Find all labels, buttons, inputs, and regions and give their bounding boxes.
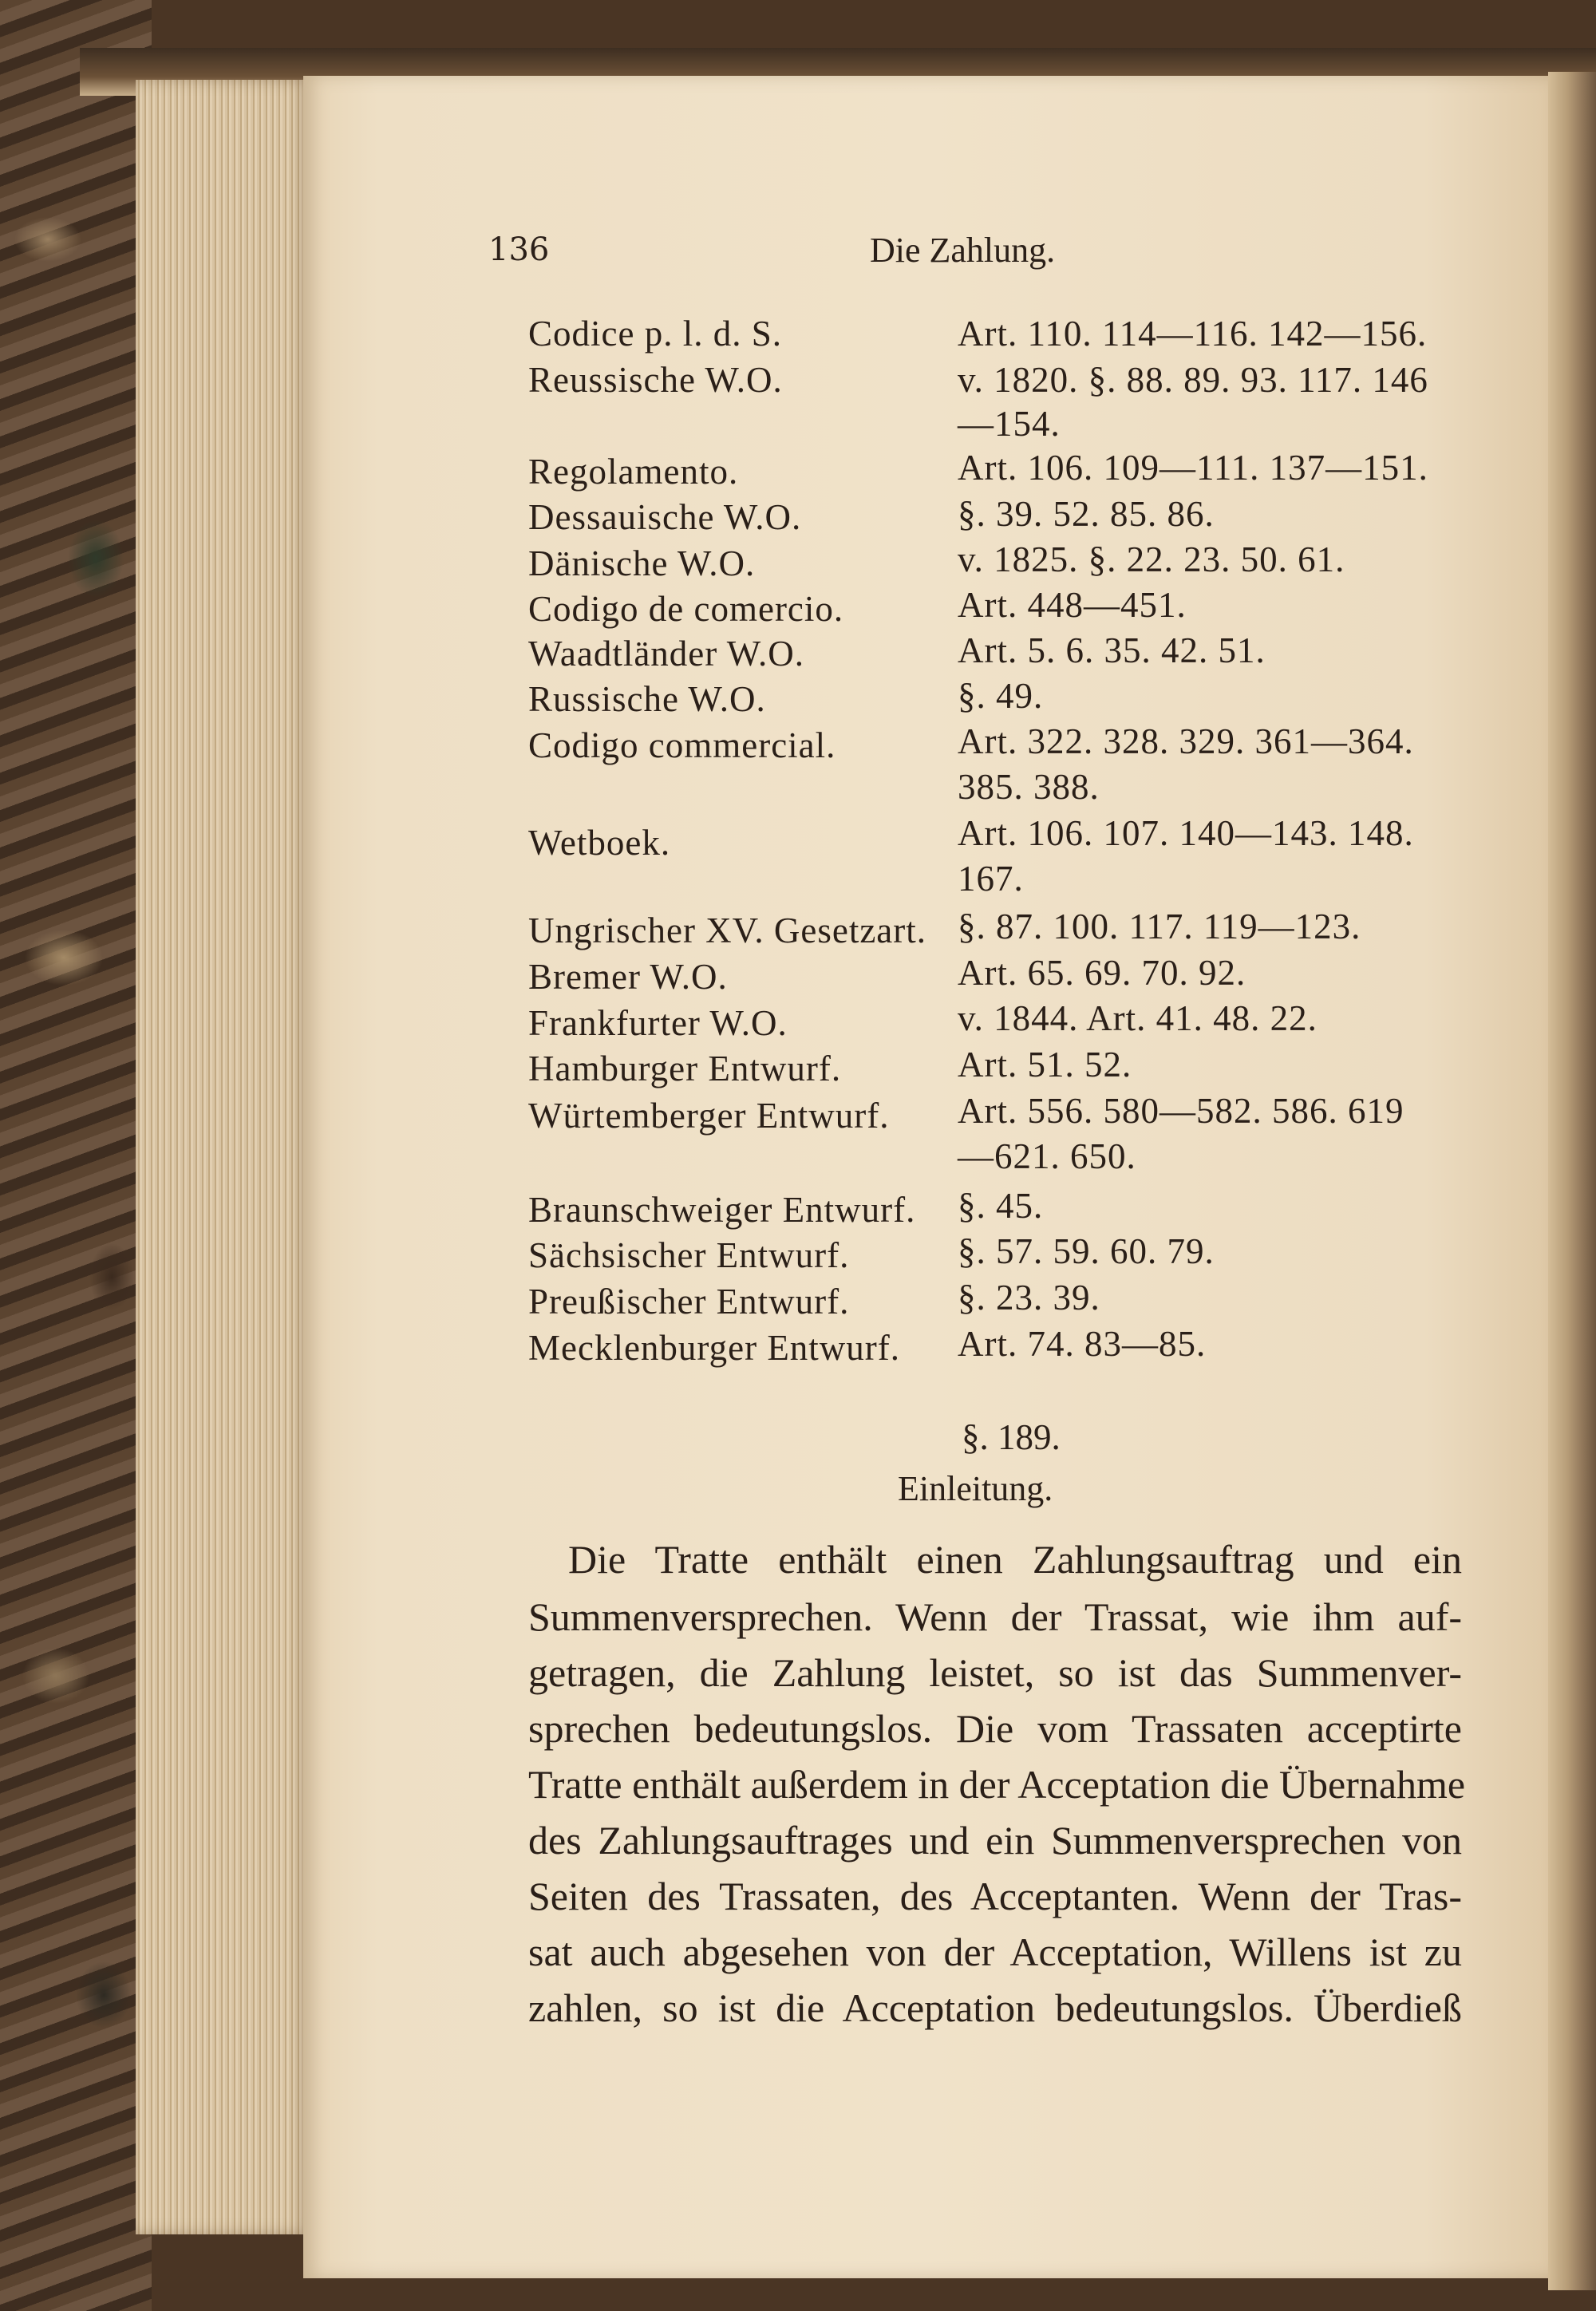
ref-citation: Art. 65. 69. 70. 92. — [958, 953, 1246, 993]
ref-name: Sächsischer Entwurf. — [528, 1235, 850, 1275]
running-head: Die Zahlung. — [870, 231, 1056, 270]
ref-citation: Art. 106. 107. 140—143. 148. — [958, 813, 1414, 853]
ref-name: Dessauische W.O. — [528, 497, 802, 537]
ref-name: Regolamento. — [528, 452, 739, 492]
ref-citation: v. 1820. §. 88. 89. 93. 117. 146 — [958, 360, 1428, 400]
body-line: zahlen, so ist die Acceptation bedeutungslos. Überdieß — [528, 1985, 1462, 2030]
facing-page-edge — [1548, 72, 1596, 2290]
ref-citation: §. 45. — [958, 1186, 1044, 1226]
ref-citation-continued: 385. 388. — [958, 767, 1100, 807]
ref-citation: Art. 5. 6. 35. 42. 51. — [958, 630, 1266, 670]
page-block-edges — [136, 80, 311, 2234]
body-line: Tratte enthält außerdem in der Acceptation die Übernahme — [528, 1762, 1466, 1807]
ref-citation: Art. 556. 580—582. 586. 619 — [958, 1091, 1404, 1131]
ref-name: Mecklenburger Entwurf. — [528, 1328, 901, 1368]
ref-citation: §. 49. — [958, 676, 1044, 716]
ref-name: Reussische W.O. — [528, 360, 783, 400]
ref-citation: Art. 106. 109—111. 137—151. — [958, 448, 1428, 488]
body-line: Seiten des Trassaten, des Acceptanten. Wenn der Tras- — [528, 1874, 1462, 1918]
ref-citation-continued: —154. — [958, 404, 1061, 444]
ref-name: Ungrischer XV. Gesetzart. — [528, 911, 927, 950]
ref-citation: v. 1844. Art. 41. 48. 22. — [958, 998, 1317, 1038]
ref-name: Würtemberger Entwurf. — [528, 1096, 890, 1136]
ref-citation: Art. 110. 114—116. 142—156. — [958, 314, 1428, 354]
ref-name: Waadtländer W.O. — [528, 634, 805, 674]
ref-name: Codigo de comercio. — [528, 589, 844, 629]
section-number: §. 189. — [962, 1417, 1061, 1457]
ref-citation: Art. 322. 328. 329. 361—364. — [958, 721, 1414, 761]
ref-citation: Art. 51. 52. — [958, 1045, 1132, 1084]
page-number: 136 — [488, 231, 550, 268]
ref-citation: §. 23. 39. — [958, 1278, 1100, 1317]
ref-name: Braunschweiger Entwurf. — [528, 1190, 916, 1230]
ref-name: Dänische W.O. — [528, 543, 756, 583]
body-line: des Zahlungsauftrages und ein Summenversprechen von — [528, 1818, 1462, 1863]
body-line: Summenversprechen. Wenn der Trassat, wie ihm auf- — [528, 1594, 1462, 1639]
ref-name: Bremer W.O. — [528, 957, 728, 997]
ref-citation: Art. 448—451. — [958, 585, 1187, 625]
ref-name: Codigo commercial. — [528, 725, 836, 765]
marbled-cover — [0, 0, 152, 2311]
ref-citation-continued: 167. — [958, 859, 1024, 899]
ref-citation: Art. 74. 83—85. — [958, 1324, 1207, 1364]
ref-citation: v. 1825. §. 22. 23. 50. 61. — [958, 539, 1345, 579]
ref-name: Preußischer Entwurf. — [528, 1282, 850, 1321]
ref-name: Wetboek. — [528, 823, 671, 863]
body-line: sat auch abgesehen von der Acceptation, Willens ist zu — [528, 1930, 1462, 1974]
ref-name: Codice p. l. d. S. — [528, 314, 782, 354]
body-line: sprechen bedeutungslos. Die vom Trassaten acceptirte — [528, 1706, 1462, 1751]
ref-citation: §. 39. 52. 85. 86. — [958, 494, 1215, 534]
section-title: Einleitung. — [898, 1469, 1053, 1508]
ref-citation-continued: —621. 650. — [958, 1136, 1136, 1176]
body-line: getragen, die Zahlung leistet, so ist das Summenver- — [528, 1650, 1462, 1695]
body-line: Die Tratte enthält einen Zahlungsauftrag und ein — [568, 1537, 1462, 1582]
ref-name: Russische W.O. — [528, 679, 766, 719]
ref-name: Hamburger Entwurf. — [528, 1049, 842, 1088]
ref-name: Frankfurter W.O. — [528, 1003, 788, 1043]
ref-citation: §. 87. 100. 117. 119—123. — [958, 907, 1361, 946]
ref-citation: §. 57. 59. 60. 79. — [958, 1231, 1215, 1271]
